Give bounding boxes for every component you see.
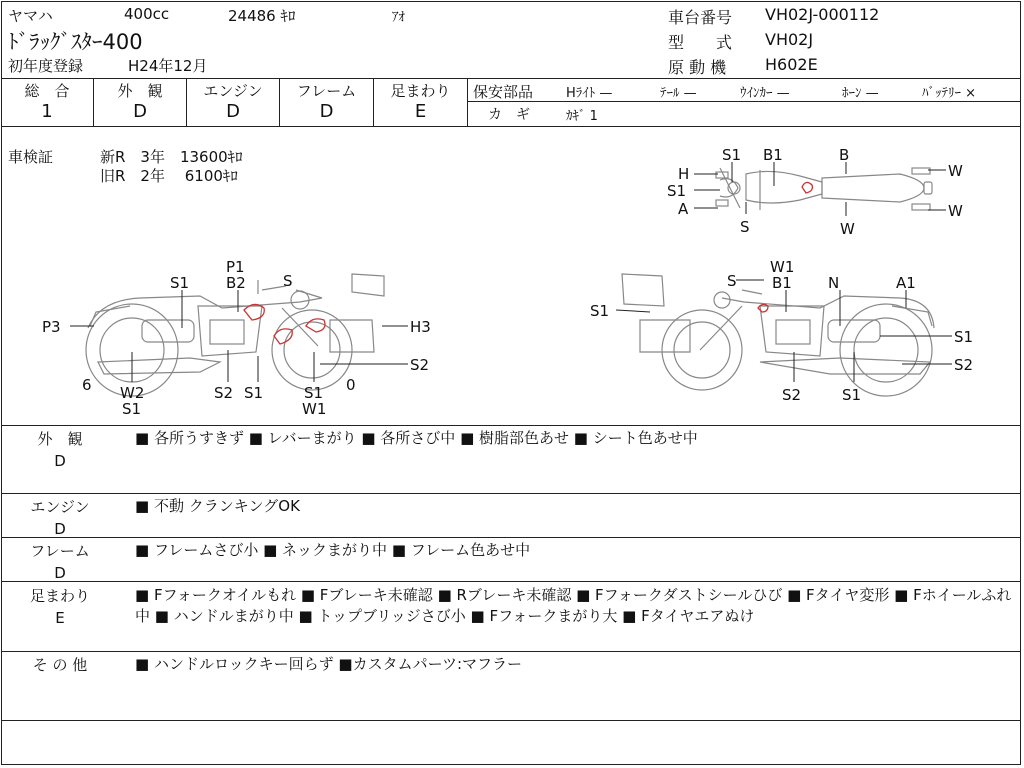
section-grade: D — [54, 452, 66, 470]
damage-mark — [306, 319, 325, 332]
inspection-new: 新R 3年 13600ｷﾛ — [100, 148, 243, 166]
label: S2 — [954, 356, 974, 374]
right-view-labels — [590, 258, 973, 404]
motorcycle-damage-diagram — [0, 130, 1024, 422]
label: W — [948, 162, 963, 180]
remarks-suspension-items: ■ Fフォークオイルもれ ■ Fブレーキ未確認 ■ Rブレーキ未確認 ■ Fフォークダストシールひび ■ Fタイヤ変形 ■ Fホイールふれ中 ■ ハンドルまがり中 ■ トップブリッジさび小 ■ Fフォークまがり大 ■ Fタイヤエアぬけ — [135, 586, 1012, 625]
remarks-other-head — [10, 654, 110, 676]
frame-grade-value: D — [319, 101, 334, 122]
label: S — [727, 272, 737, 290]
left-side-bike — [86, 274, 384, 396]
engine-code-label: 原 動 機 — [668, 58, 727, 77]
top-view-leaders — [694, 162, 946, 216]
safety-tail: ﾃｰﾙ — — [660, 86, 697, 101]
label: S2 — [782, 386, 802, 404]
safety-parts-label: 保安部品 — [473, 83, 534, 101]
label: B1 — [763, 146, 783, 164]
overall-grade-value: 1 — [41, 101, 53, 122]
remarks-exterior-head — [10, 428, 110, 472]
suspension-grade-value: E — [414, 101, 427, 122]
exterior-grade-label: 外 観 — [117, 82, 163, 100]
label: S2 — [214, 384, 234, 402]
inspection-label: 車検証 — [8, 148, 54, 166]
remarks-divider — [1, 493, 1021, 494]
left-view-labels — [42, 258, 431, 418]
section-grade: E — [55, 609, 65, 627]
frame-number-label: 車台番号 — [668, 8, 733, 27]
label: 0 — [346, 376, 356, 394]
section-title: エンジン — [30, 498, 90, 516]
inspection-old: 旧R 2年 6100ｷﾛ — [100, 167, 238, 185]
label: S — [740, 218, 750, 236]
suspension-grade-label: 足まわり — [390, 82, 451, 100]
remarks-other-items: ■ ハンドルロックキー回らず ■カスタムパーツ:マフラー — [135, 655, 523, 673]
key-value: ｶｷﾞ 1 — [566, 109, 598, 124]
remarks-frame-head — [10, 540, 110, 584]
label: W1 — [770, 258, 795, 276]
remarks-top — [1, 425, 1021, 426]
section-grade: D — [54, 564, 66, 582]
label: W — [948, 202, 963, 220]
safety-horn: ﾎｰﾝ — — [842, 86, 879, 101]
top-view-bike — [716, 168, 932, 210]
engine-code-value: H602E — [765, 55, 818, 74]
grade-table-top — [1, 78, 1021, 79]
section-title: 足まわり — [29, 587, 90, 605]
section-grade: D — [54, 520, 66, 538]
overall-grade-label: 総 合 — [24, 82, 70, 100]
label: S — [283, 272, 293, 290]
label: A1 — [896, 274, 916, 292]
label: A — [678, 200, 689, 218]
label: S1 — [954, 328, 974, 346]
key-label: カ ギ — [488, 107, 530, 123]
label: S2 — [410, 356, 430, 374]
section-title: そ の 他 — [32, 656, 88, 674]
remarks-exterior-items: ■ 各所うすきず ■ レバーまがり ■ 各所さび中 ■ 樹脂部色あせ ■ シート色あせ中 — [135, 429, 698, 447]
label: H — [678, 165, 690, 183]
label: S1 — [590, 302, 610, 320]
label: P3 — [42, 318, 61, 336]
remarks-divider — [1, 537, 1021, 538]
remarks-engine-head — [10, 496, 110, 540]
label: N — [828, 274, 840, 292]
safety-winker: ｳｲﾝｶｰ — — [740, 86, 790, 101]
label: S1 — [122, 400, 142, 418]
label: W2 — [120, 384, 145, 402]
label: S1 — [722, 146, 742, 164]
grade-table-bottom — [1, 126, 1021, 127]
left-view-leaders — [70, 290, 408, 382]
mileage: 24486 ｷﾛ — [228, 7, 296, 25]
model-name: ﾄﾞﾗｯｸﾞｽﾀｰ400 — [8, 30, 143, 54]
label: B — [839, 146, 850, 164]
remarks-divider — [1, 581, 1021, 582]
displacement: 400cc — [124, 5, 170, 23]
label: S1 — [244, 384, 264, 402]
model-type-label: 型 式 — [668, 33, 733, 52]
engine-grade-label: エンジン — [203, 82, 263, 100]
label: B2 — [226, 274, 246, 292]
label: H3 — [410, 318, 431, 336]
right-side-bike — [622, 274, 934, 396]
frame-number-value: VH02J-000112 — [765, 5, 880, 24]
label: S1 — [304, 384, 324, 402]
label: 6 — [82, 376, 92, 394]
section-title: 外 観 — [37, 430, 83, 448]
exterior-grade-value: D — [133, 101, 147, 122]
maker: ヤマハ — [8, 7, 53, 25]
safety-headlight: Hﾗｲﾄ — — [566, 86, 613, 101]
safety-battery: ﾊﾞｯﾃﾘｰ × — [922, 86, 977, 101]
section-title: フレーム — [30, 542, 90, 560]
model-type-value: VH02J — [765, 30, 814, 49]
col-divider — [467, 78, 468, 126]
remarks-bottom — [1, 720, 1021, 721]
top-view-labels — [667, 146, 963, 238]
first-registration-label: 初年度登録 — [8, 57, 84, 75]
label: W — [840, 220, 855, 238]
frame-grade-label: フレーム — [296, 82, 357, 100]
label: S1 — [842, 386, 862, 404]
engine-grade-value: D — [226, 101, 240, 122]
first-registration-value: H24年12月 — [128, 57, 208, 75]
label: B1 — [772, 274, 792, 292]
label: P1 — [226, 258, 245, 276]
color: ｱｵ — [392, 10, 405, 25]
safety-divider — [467, 101, 1021, 102]
remarks-divider — [1, 651, 1021, 652]
label: S1 — [170, 274, 190, 292]
remarks-engine-items: ■ 不動 クランキングOK — [135, 497, 300, 515]
damage-mark — [802, 182, 812, 193]
label: S1 — [667, 182, 687, 200]
remarks-suspension-head — [10, 585, 110, 629]
remarks-frame-items: ■ フレームさび小 ■ ネックまがり中 ■ フレーム色あせ中 — [135, 541, 531, 559]
label: W1 — [302, 400, 327, 418]
